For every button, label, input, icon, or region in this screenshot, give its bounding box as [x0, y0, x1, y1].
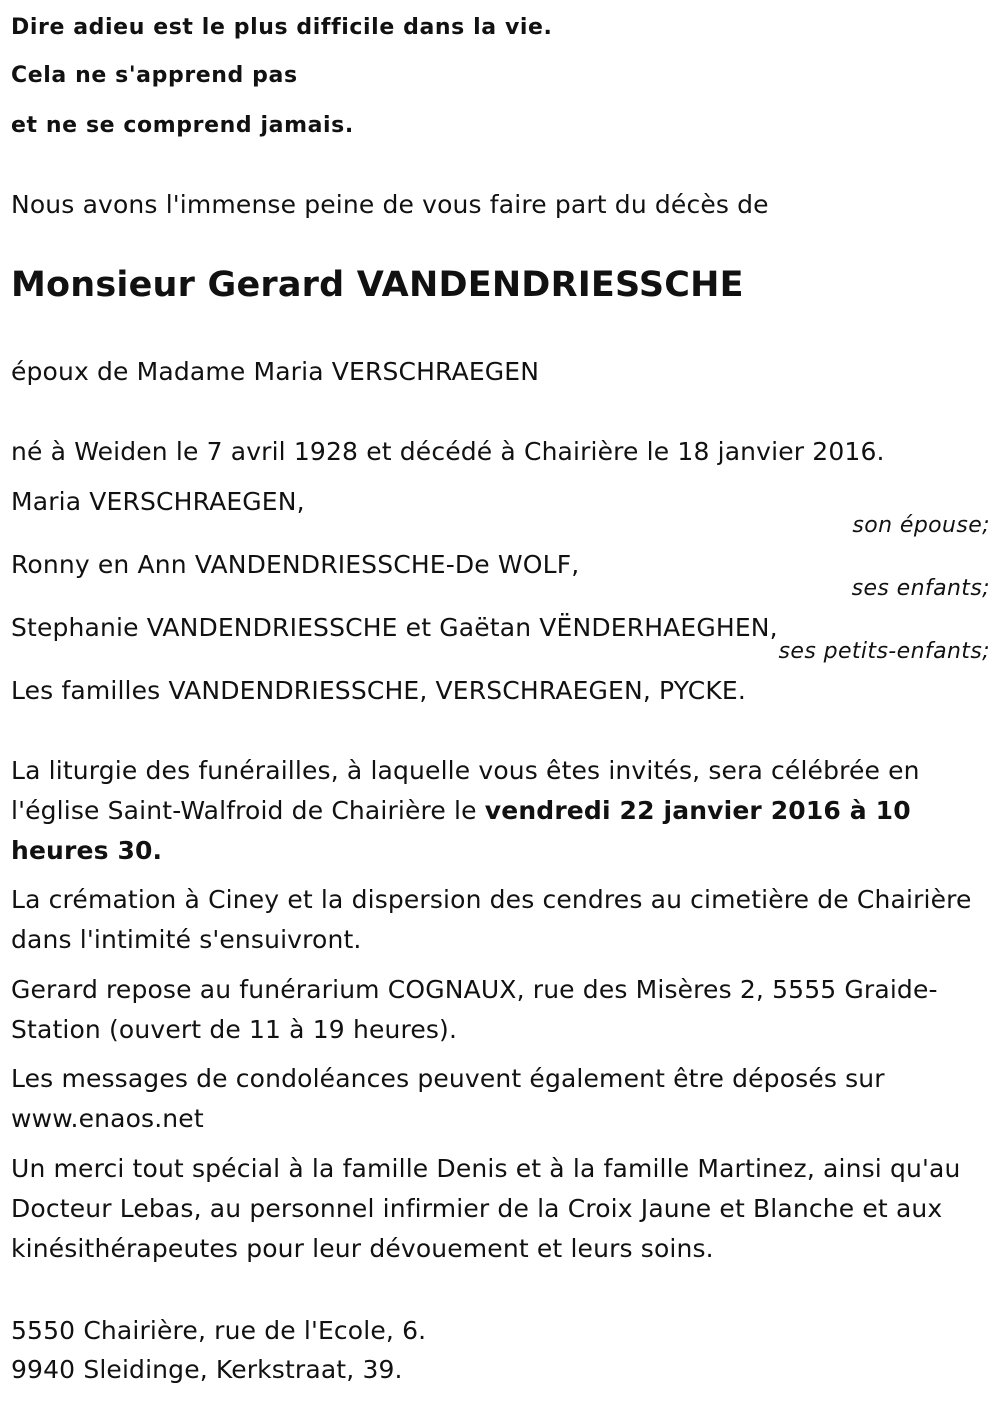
repose-paragraph: Gerard repose au funérarium COGNAUX, rue des Misères 2, 5555 Graide-Station (ouvert de 11 à 19 heures). [11, 975, 938, 1044]
deceased-name: Monsieur Gerard VANDENDRIESSCHE [11, 265, 744, 305]
cremation-paragraph: La crémation à Ciney et la dispersion des cendres au cimetière de Chairière dans l'intimité s'ensuivront. [11, 885, 972, 954]
funeral-date-time: vendredi 22 janvier 2016 à 10 heures 30. [11, 796, 911, 865]
condolences-paragraph: Les messages de condoléances peuvent également être déposés sur www.enaos.net [11, 1064, 885, 1133]
family-children-names: Ronny en Ann VANDENDRIESSCHE-De WOLF, [11, 550, 580, 579]
quote-line-3: et ne se comprend jamais. [11, 113, 354, 138]
address-line-1: 5550 Chairière, rue de l'Ecole, 6. [11, 1316, 427, 1345]
quote-line-1: Dire adieu est le plus difficile dans la vie. [11, 15, 553, 40]
quote-line-2: Cela ne s'apprend pas [11, 63, 298, 88]
family-spouse-names: Maria VERSCHRAEGEN, [11, 487, 305, 516]
birth-death-line: né à Weiden le 7 avril 1928 et décédé à Chairière le 18 janvier 2016. [11, 437, 885, 466]
family-children-relation: ses enfants; [851, 576, 990, 601]
thanks-paragraph: Un merci tout spécial à la famille Denis et à la famille Martinez, ainsi qu'au Docteur Lebas, au personnel infirmier de la Croix Jaune et Blanche et aux kinésithérapeutes pour leur dévouement et leurs soins. [11, 1154, 961, 1263]
funeral-paragraph [11, 751, 986, 871]
family-grandchildren-names: Stephanie VANDENDRIESSCHE et Gaëtan VËNDERHAEGHEN, [11, 613, 778, 642]
family-other-names: Les familles VANDENDRIESSCHE, VERSCHRAEGEN, PYCKE. [11, 676, 746, 705]
intro-text: Nous avons l'immense peine de vous faire part du décès de [11, 190, 769, 219]
spouse-line: époux de Madame Maria VERSCHRAEGEN [11, 357, 540, 386]
funeral-text: La liturgie des funérailles, à laquelle vous êtes invités, sera célébrée en l'église Saint-Walfroid de Chairière le [11, 756, 920, 825]
family-spouse-relation: son épouse; [852, 513, 990, 538]
family-grandchildren-relation: ses petits-enfants; [778, 639, 990, 664]
address-line-2: 9940 Sleidinge, Kerkstraat, 39. [11, 1355, 403, 1384]
